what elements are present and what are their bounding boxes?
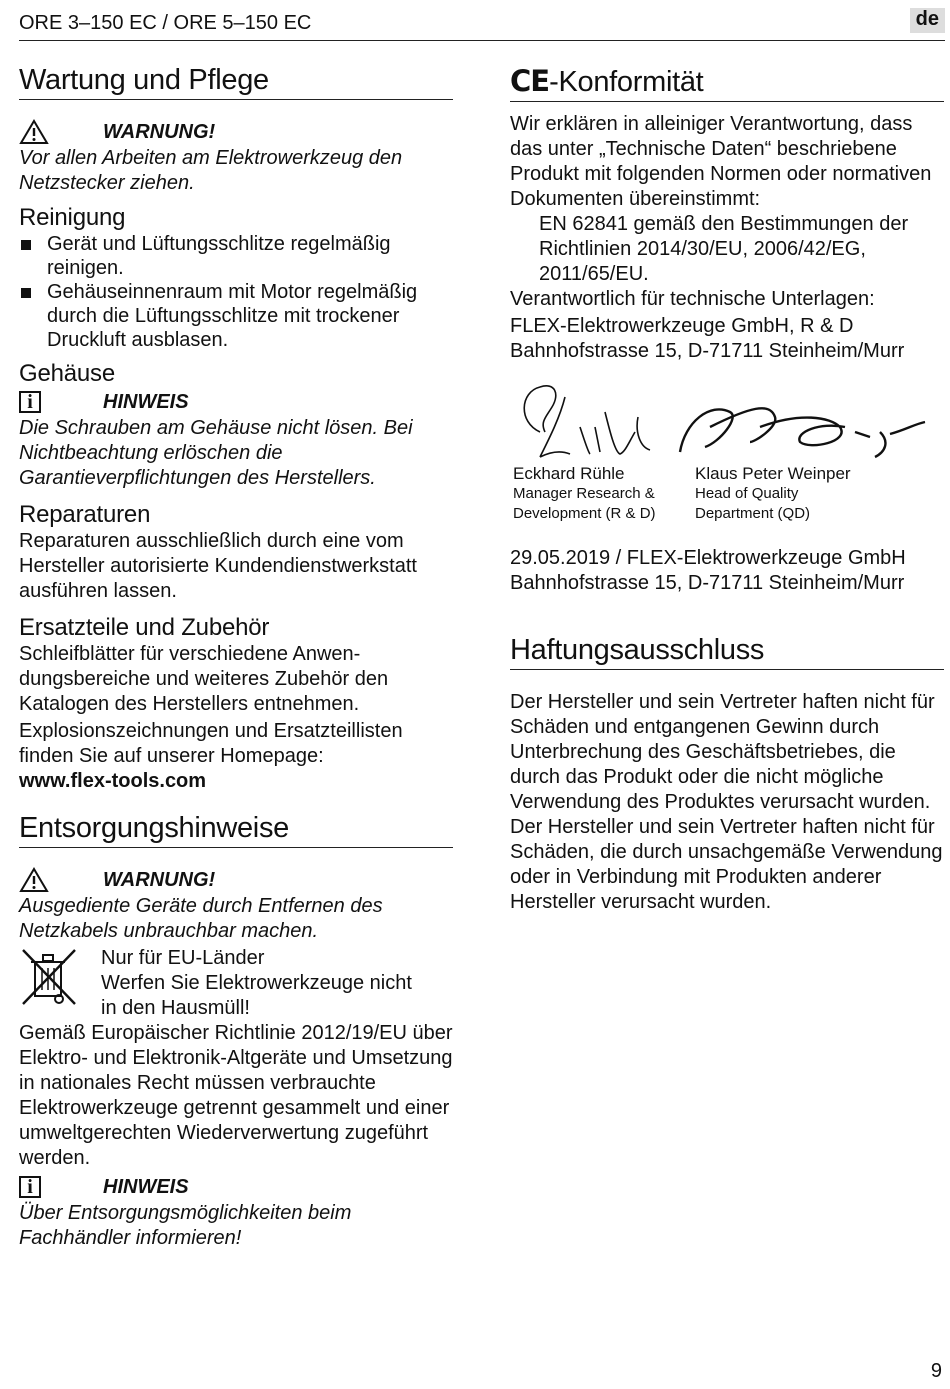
left-column [19,64,453,1251]
date-line: 29.05.2019 / FLEX-Elektrowerkzeuge GmbH [510,547,906,569]
homepage-link[interactable]: www.flex-tools.com [19,770,207,792]
section-title-reparaturen: Reparaturen [19,501,151,528]
ce-mark: CE [510,64,550,98]
page-header [19,8,945,41]
signatures-image [510,372,940,472]
section-title-ersatzteile: Ersatzteile und Zubehör [19,614,270,641]
language-badge: de [910,8,945,33]
warning-text: Vor allen Arbeiten am Elektrowerkzeug den Netzstecker ziehen. [19,147,403,194]
company-name: FLEX-Elektrowerkzeuge GmbH, R & D [510,315,854,337]
crossed-bin-icon [19,946,79,1008]
warning-row [19,866,453,894]
hint-label: HINWEIS [103,1175,189,1198]
hint-label: HINWEIS [103,390,189,413]
weee-block [19,946,453,1021]
info-icon: i [19,1176,41,1198]
warning-icon [19,867,49,893]
section-title-haftung: Haftungsausschluss [510,634,944,670]
signer-2-role: Head of Quality [695,485,799,502]
signer-2-name: Klaus Peter Weinper [695,464,851,483]
section-title-wartung: Wartung und Pflege [19,64,453,100]
info-icon: i [19,391,41,413]
right-column [510,64,944,915]
signature-block [510,364,944,534]
hint-text: Über Entsorgungsmöglichkeiten beim Fachhändler informieren! [19,1202,352,1249]
responsible-label: Verantwortlich für technische Unterlagen: [510,288,875,310]
signer-1 [513,464,656,524]
warning-row [19,118,453,146]
signer-1-name: Eckhard Rühle [513,464,625,483]
section-title-konformitaet [510,64,944,102]
declaration-text: Wir erklären in alleiniger Verantwortung, dass das unter „Technische Daten“ beschriebene Produkt mit folgenden Normen oder normativen Dokumenten übereinstimmt: [510,113,932,210]
section-title-entsorgung: Entsorgungshinweise [19,812,453,848]
explosion-text: Explosionszeichnungen und Ersatzteillisten finden Sie auf unserer Homepage: [19,720,403,767]
eu-only-text: Nur für EU-Länder [101,947,265,969]
company-address: Bahnhofstrasse 15, D-71711 Steinheim/Murr [510,340,905,362]
household-waste-text: Werfen Sie Elektrowerkzeuge nicht in den Hausmüll! [101,972,412,1019]
directive-text: Gemäß Europäischer Richtlinie 2012/19/EU über Elektro- und Elektronik-Altgeräte und Umsetzung in nationales Recht müssen verbrauchte Elektrowerkzeuge getrennt gesammelt und einer umweltgerechten Wiederverwertung zugeführt werden. [19,1022,453,1169]
hint-text: Die Schrauben am Gehäuse nicht lösen. Bei Nichtbeachtung erlöschen die Garantieverpflichtungen des Herstellers. [19,417,413,489]
signer-2-role: Department (QD) [695,505,811,522]
signer-2 [695,464,851,524]
page-number: 9 [930,1360,942,1382]
hint-row [19,388,453,416]
norms-text: EN 62841 gemäß den Bestimmungen der Richtlinien 2014/30/EU, 2006/42/EG, 2011/65/EU. [539,213,909,285]
reinigung-list [19,232,453,352]
haftung-text-2: Der Hersteller und sein Vertreter haften nicht für Schäden, die durch unsachgemäße Verwendung oder in Verbindung mit Produkten anderer Hersteller verursacht wurden. [510,816,943,913]
reparaturen-text: Reparaturen ausschließlich durch eine vom Hersteller autorisierte Kundendienstwerkstatt ausführen lassen. [19,530,417,602]
warning-icon [19,119,49,145]
haftung-text-1: Der Hersteller und sein Vertreter haften nicht für Schäden und entgangenen Gewinn durch Unterbrechung des Geschäftsbetriebes, die durch das Produkt oder die nicht mögliche Verwendung des Produktes verursacht wurden. [510,691,935,813]
date-address: Bahnhofstrasse 15, D-71711 Steinheim/Murr [510,572,905,594]
list-item: Gerät und Lüftungsschlitze regelmäßig reinigen. [19,232,453,280]
signer-1-role: Manager Research & [513,485,655,502]
warning-label: WARNUNG! [103,868,216,891]
list-item: Gehäuseinnenraum mit Motor regelmäßig durch die Lüftungsschlitze mit trockener Druckluft ausblasen. [19,280,453,352]
warning-text: Ausgediente Geräte durch Entfernen des Netzkabels unbrauchbar machen. [19,895,383,942]
konformitaet-title: -Konformität [549,66,704,98]
signer-1-role: Development (R & D) [513,505,656,522]
warning-label: WARNUNG! [103,120,216,143]
section-title-reinigung: Reinigung [19,204,126,231]
section-title-gehaeuse: Gehäuse [19,360,116,387]
ersatzteile-text: Schleifblätter für verschiedene Anwendungsbereiche und weiteres Zubehör den Katalogen des Herstellers entnehmen. [19,643,389,715]
hint-row [19,1173,453,1201]
model-title: ORE 3–150 EC / ORE 5–150 EC [19,12,312,34]
